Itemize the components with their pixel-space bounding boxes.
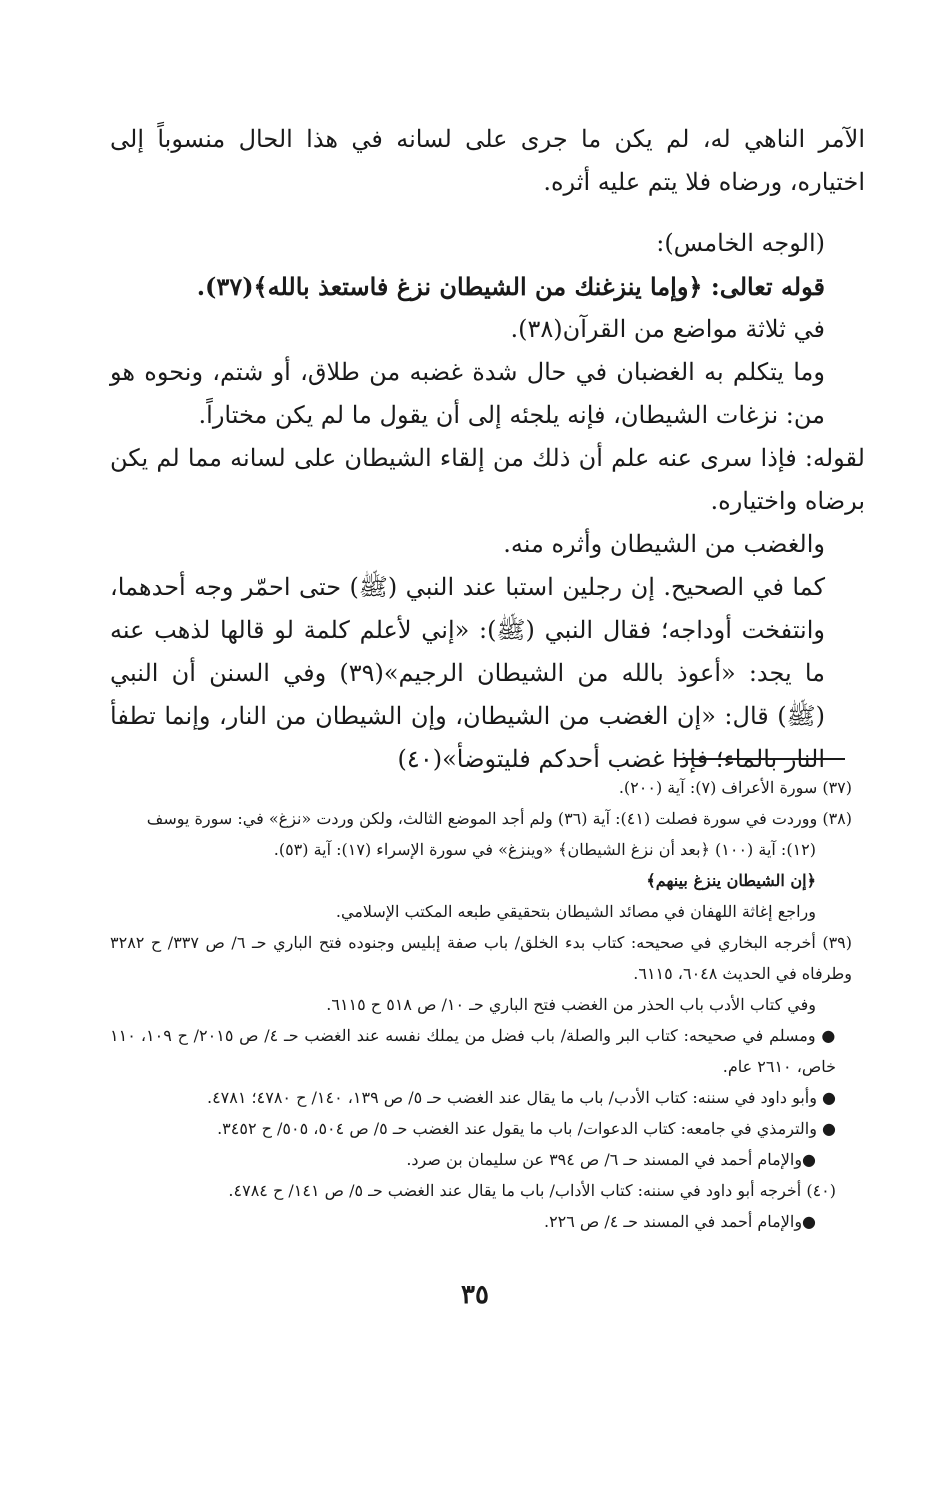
footnote-39-abu-dawud: ● وأبو داود في سننه: كتاب الأدب/ باب ما يقال عند الغضب حـ ٥/ ص ١٣٩، ١٤٠/ ح ٤٧٨٠؛ ٤٧٨١. [206, 1088, 836, 1107]
section-heading: (الوجه الخامس): [656, 229, 825, 257]
footnote-38-verse: ﴿إن الشيطان ينزغ بينهم﴾ [646, 871, 816, 890]
paragraph-hadith: كما في الصحيح. إن رجلين استبا عند النبي (ﷺ) حتى احمّر وجه أحدهما، وانتفخت أوداجه؛ فقال النبي (ﷺ): «إني لأعلم كلمة لو قالها لذهب عنه ما يجد: «أعوذ بالله من الشيطان الرجيم»(٣٩) وفي السنن أن النبي (ﷺ) قال: «إن الغضب من الشيطان، وإن الشيطان من النار، وإنما تطفأ النار بالماء؛ فإذا غضب أحدكم فليتوضأ»(٤٠) [110, 573, 825, 773]
footnote-40: (٤٠) أخرجه أبو داود في سننه: كتاب الأداب/ باب ما يقال عند الغضب حـ ٥/ ص ١٤١/ ح ٤٧٨٤. [228, 1181, 836, 1200]
main-text [110, 118, 865, 781]
footnotes [110, 772, 852, 1237]
footnote-37: (٣٧) سورة الأعراف (٧): آية (٢٠٠). [618, 778, 852, 797]
paragraph-saying: لقوله: فإذا سرى عنه علم أن ذلك من إلقاء الشيطان على لسانه مما لم يكن برضاه واختياره. [110, 444, 865, 515]
paragraph-anger-satan: والغضب من الشيطان وأثره منه. [503, 530, 825, 558]
footnote-39: (٣٩) أخرجه البخاري في صحيحه: كتاب بدء الخلق/ باب صفة إبليس وجنوده فتح الباري حـ ٦/ ص ٣٣٧/ ح ٣٢٨٢ وطرفاه في الحديث ٦٠٤٨، ٦١١٥. [110, 933, 853, 983]
footnote-39-tirmidhi: ● والترمذي في جامعه: كتاب الدعوات/ باب ما يقول عند الغضب حـ ٥/ ص ٥٠٤، ٥٠٥/ ح ٣٤٥٢. [217, 1119, 836, 1138]
footnote-38: (٣٨) ووردت في سورة فصلت (٤١): آية (٣٦) ولم أجد الموضع الثالث، ولكن وردت «نزغ» في: سورة يوسف [146, 809, 852, 828]
footnote-38-cont: (١٢): آية (١٠٠) ﴿بعد أن نزغ الشيطان﴾ «وينزغ» في سورة الإسراء (١٧): آية (٥٣). [273, 840, 816, 859]
page-number: ٣٥ [461, 1280, 489, 1310]
footnote-39-muslim: ● ومسلم في صحيحه: كتاب البر والصلة/ باب فضل من يملك نفسه عند الغضب حـ ٤/ ص ٢٠١٥/ ح ١٠٩، ١١٠ خاص، ٢٦١٠ عام. [110, 1026, 836, 1076]
footnote-40-ahmad: ●والإمام أحمد في المسند حـ ٤/ ص ٢٢٦. [543, 1212, 816, 1231]
paragraph-anger-speech: وما يتكلم به الغضبان في حال شدة غضبه من طلاق، أو شتم، ونحوه هو من: نزغات الشيطان، فإنه يلجئه إلى أن يقول ما لم يكن مختاراً. [110, 358, 825, 429]
quran-verse-paragraph: قوله تعالى: ﴿وإما ينزغنك من الشيطان نزغ فاستعذ بالله﴾(٣٧). [196, 272, 825, 301]
footnote-39-ahmad: ●والإمام أحمد في المسند حـ ٦/ ص ٣٩٤ عن سليمان بن صرد. [406, 1150, 816, 1169]
footnote-38-reference: وراجع إغاثة اللهفان في مصائد الشيطان بتحقيقي طبعه المكتب الإسلامي. [335, 902, 816, 921]
paragraph-continuation: الآمر الناهي له، لم يكن ما جرى على لسانه في هذا الحال منسوباً إلى اختياره، ورضاه فلا يتم عليه أثره. [110, 125, 865, 196]
footnote-divider [675, 758, 845, 760]
footnote-39-adab: وفي كتاب الأدب باب الحذر من الغضب فتح الباري حـ ١٠/ ص ٥١٨ ح ٦١١٥. [326, 995, 816, 1014]
verse-occurrence-paragraph: في ثلاثة مواضع من القرآن(٣٨). [510, 315, 825, 343]
